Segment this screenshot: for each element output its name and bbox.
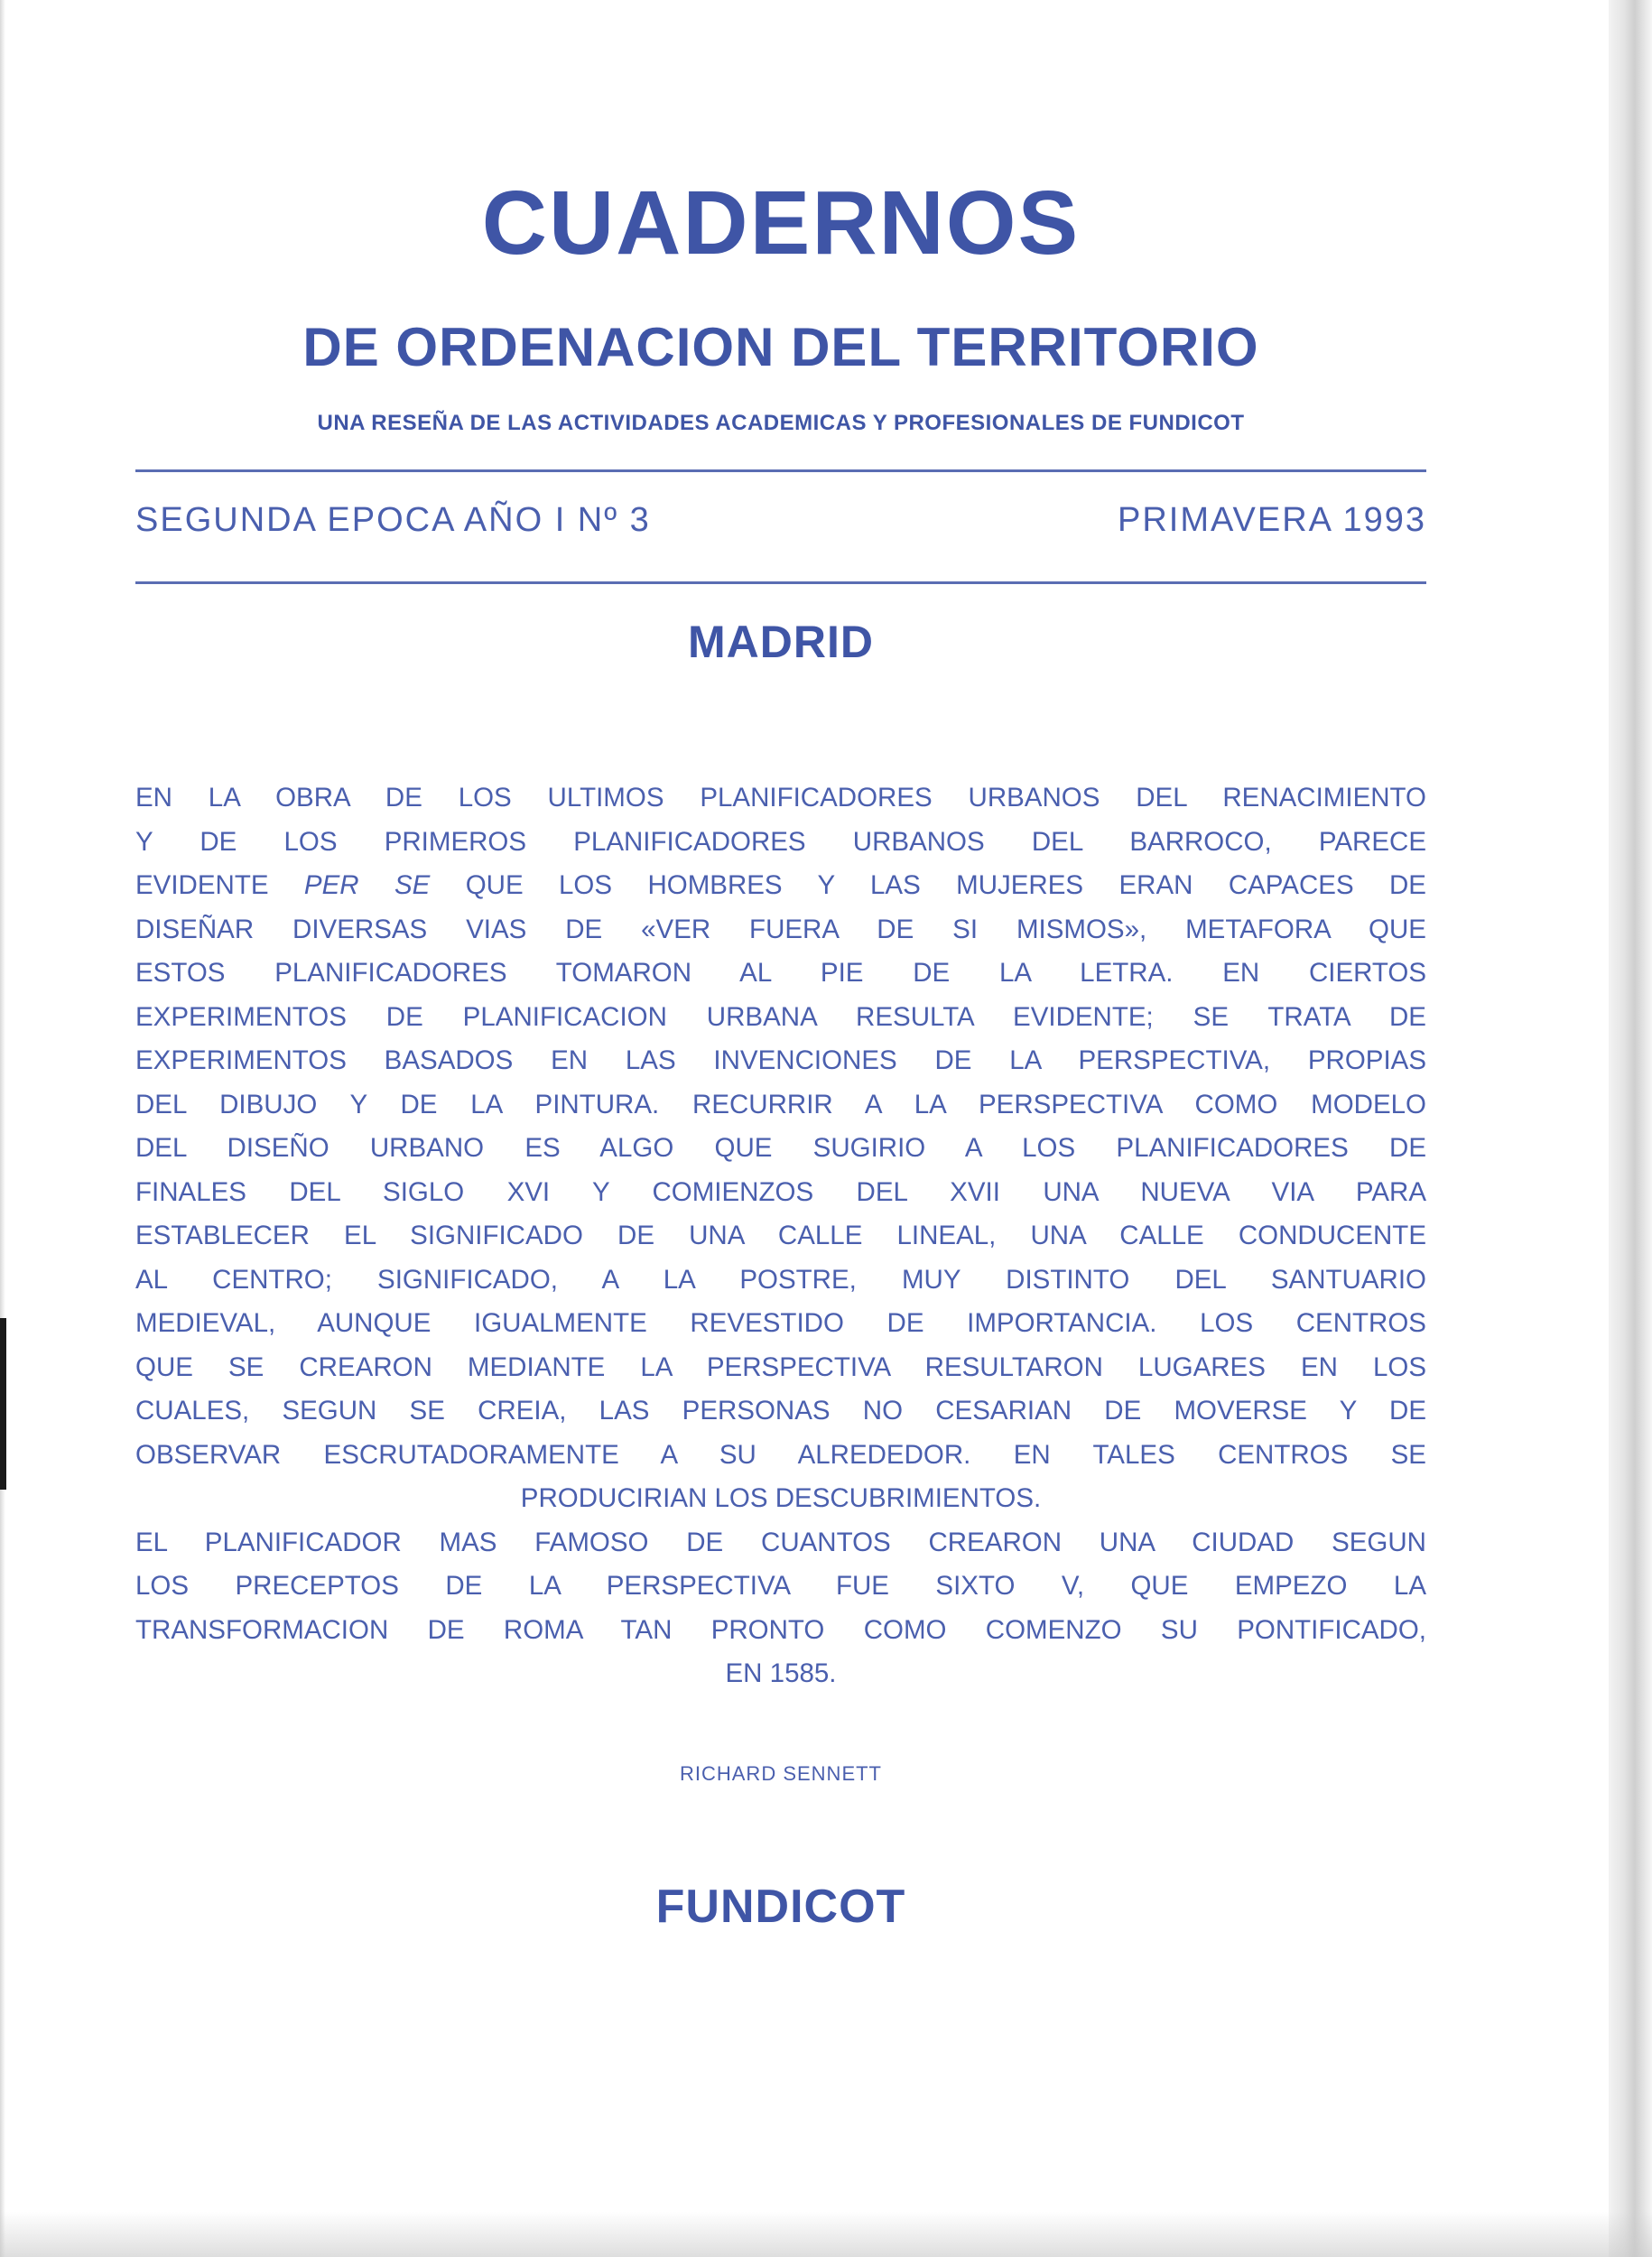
quote-line: TRANSFORMACION DE ROMA TAN PRONTO COMO COMENZO SU PONTIFICADO, — [135, 1614, 1426, 1645]
quote-line: Y DE LOS PRIMEROS PLANIFICADORES URBANOS DEL BARROCO, PARECE — [135, 826, 1426, 857]
quote-line: EXPERIMENTOS DE PLANIFICACION URBANA RESULTA EVIDENTE; SE TRATA DE — [135, 1001, 1426, 1032]
quote-line: LOS PRECEPTOS DE LA PERSPECTIVA FUE SIXTO V, QUE EMPEZO LA — [135, 1571, 1426, 1601]
quote-line: ESTABLECER EL SIGNIFICADO DE UNA CALLE LINEAL, UNA CALLE CONDUCENTE — [135, 1221, 1426, 1250]
quote-author: RICHARD SENNETT — [679, 1762, 882, 1785]
quote-line: EXPERIMENTOS BASADOS EN LAS INVENCIONES DE LA PERSPECTIVA, PROPIAS — [135, 1045, 1426, 1075]
quote-line-part: QUE LOS HOMBRES Y LAS MUJERES ERAN CAPACES DE — [465, 870, 1426, 900]
quote-line: CUALES, SEGUN SE CREIA, LAS PERSONAS NO CESARIAN DE MOVERSE Y DE — [135, 1396, 1426, 1426]
quote-line-part: EVIDENTE — [135, 870, 269, 900]
binding-mark — [0, 1318, 6, 1490]
city-heading: MADRID — [688, 617, 874, 667]
quote-line: MEDIEVAL, AUNQUE IGUALMENTE REVESTIDO DE IMPORTANCIA. LOS CENTROS — [135, 1308, 1426, 1338]
quote-line: EL PLANIFICADOR MAS FAMOSO DE CUANTOS CREARON UNA CIUDAD SEGUN — [135, 1527, 1426, 1557]
publication-subtitle: DE ORDENACION DEL TERRITORIO — [302, 317, 1259, 377]
scan-bottom-shadow — [0, 2212, 1652, 2257]
quote-line: EN LA OBRA DE LOS ULTIMOS PLANIFICADORES URBANOS DEL RENACIMIENTO — [135, 783, 1426, 813]
quote-line: OBSERVAR ESCRUTADORAMENTE A SU ALREDEDOR. EN TALES CENTROS SE — [135, 1439, 1426, 1470]
quote-line: ESTOS PLANIFICADORES TOMARON AL PIE DE LA LETRA. EN CIERTOS — [135, 958, 1426, 988]
quote-line-centered: EN 1585. — [725, 1658, 837, 1688]
issue-row — [135, 501, 1426, 540]
top-divider — [135, 469, 1426, 472]
quote-line: FINALES DEL SIGLO XVI Y COMIENZOS DEL XVII UNA NUEVA VIA PARA — [135, 1176, 1426, 1207]
quote-line: DEL DIBUJO Y DE LA PINTURA. RECURRIR A LA PERSPECTIVA COMO MODELO — [135, 1089, 1426, 1119]
quote-line: AL CENTRO; SIGNIFICADO, A LA POSTRE, MUY DISTINTO DEL SANTUARIO — [135, 1264, 1426, 1295]
quote-line: DISEÑAR DIVERSAS VIAS DE «VER FUERA DE SI MISMOS», METAFORA QUE — [135, 914, 1426, 944]
scan-right-edge — [1609, 0, 1652, 2257]
bottom-divider — [135, 581, 1426, 584]
publication-title: CUADERNOS — [481, 172, 1081, 274]
issue-season: PRIMAVERA 1993 — [1117, 501, 1426, 539]
quote-line: QUE SE CREARON MEDIANTE LA PERSPECTIVA RESULTARON LUGARES EN LOS — [135, 1351, 1426, 1382]
quote-line: DEL DISEÑO URBANO ES ALGO QUE SUGIRIO A LOS PLANIFICADORES DE — [135, 1133, 1426, 1163]
scan-left-edge — [0, 0, 5, 2257]
quote-line-mixed — [135, 864, 1426, 908]
issue-edition: SEGUNDA EPOCA AÑO I Nº 3 — [135, 501, 651, 539]
publisher-name: FUNDICOT — [655, 1881, 906, 1933]
quote-block — [135, 776, 1426, 1696]
quote-emphasis: PER SE — [303, 870, 431, 900]
quote-line-centered: PRODUCIRIAN LOS DESCUBRIMIENTOS. — [520, 1483, 1042, 1513]
publication-tagline: UNA RESEÑA DE LAS ACTIVIDADES ACADEMICAS Y PROFESIONALES DE FUNDICOT — [317, 411, 1245, 435]
